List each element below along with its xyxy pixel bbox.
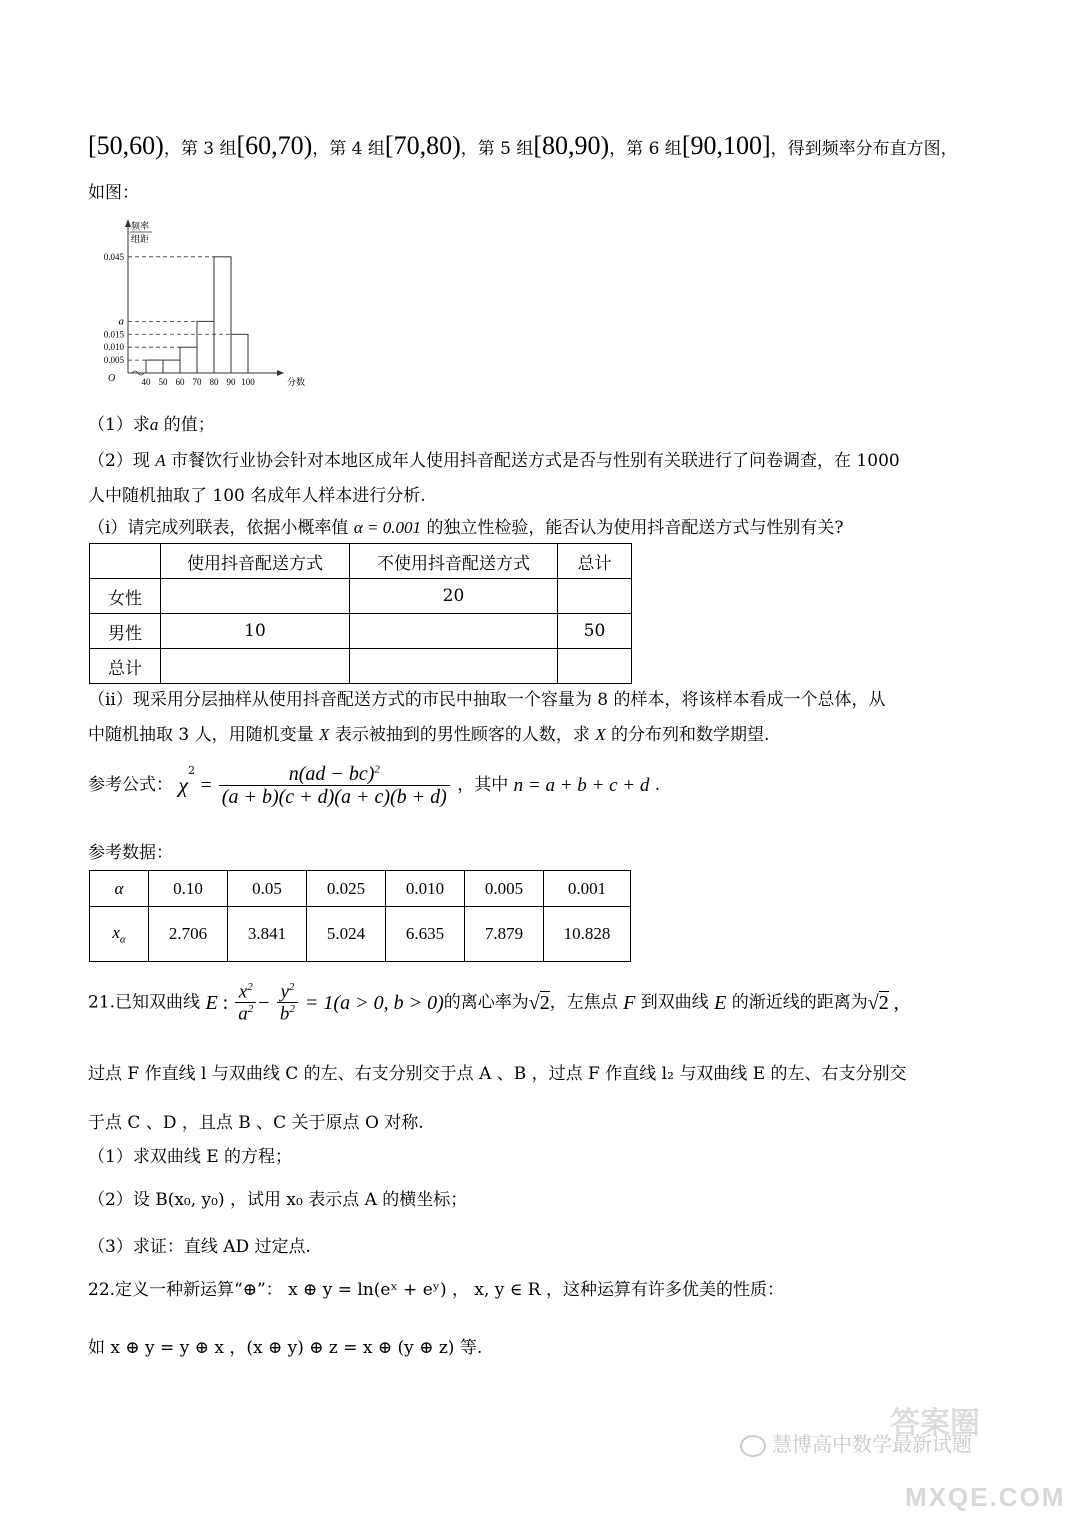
group5-label: ，第 5 组 <box>460 139 534 159</box>
header-cell <box>90 544 161 579</box>
table-cell <box>350 614 558 649</box>
histogram-bar <box>180 347 197 373</box>
formula-denominator: (a + b)(c + d)(a + c)(b + d) <box>221 786 447 808</box>
table-row <box>90 649 632 684</box>
reference-formula: 参考公式： $\chi^2$ = $\frac{n(ad - bc)^2}{(a + b)(c + d)(a + c)(b + d)}$ ，其中 n = a + b + c + d . <box>88 763 661 808</box>
chi-symbol: χ <box>178 772 189 798</box>
table-cell <box>161 649 350 684</box>
table-cell: 50 <box>558 614 632 649</box>
formula-fraction <box>219 764 450 807</box>
x-tick-label: 60 <box>175 377 185 387</box>
table-cell: 7.879 <box>465 907 544 962</box>
table-cell <box>350 649 558 684</box>
intro-tail: ，得到频率分布直方图， <box>770 139 958 159</box>
table-cell: 10.828 <box>544 907 631 962</box>
x-tick-label: 50 <box>158 377 168 387</box>
problem-21-line1: 21.已知双曲线 E : $\frac{x^2}{a^2}$ − $\frac{y^2}{b^2}$ = 1(a > 0, b > 0)的离心率为√2，左焦点 F 到双曲线 E 的渐近线的距离为√2 , <box>88 981 899 1025</box>
alpha-header: α <box>90 871 149 907</box>
header-cell: 总计 <box>558 544 632 579</box>
table-cell: 女性 <box>90 579 161 614</box>
table-cell: 10 <box>161 614 350 649</box>
histogram-bar <box>214 257 231 373</box>
frequency-histogram <box>86 216 326 396</box>
y-tick-label: 0.045 <box>103 251 124 262</box>
problem-21-part3: （3）求证：直线 AD 过定点. <box>88 1237 311 1257</box>
problem-22-line2: 如 x ⊕ y = y ⊕ x ，(x ⊕ y) ⊕ z = x ⊕ (y ⊕ z) 等. <box>88 1338 483 1358</box>
x-axis-label: 分数 <box>287 378 306 388</box>
histogram-bar <box>163 360 180 373</box>
table-cell <box>558 579 632 614</box>
x-tick-label: 90 <box>226 377 236 387</box>
question-2-line1: （2）现 A 市餐饮行业协会针对本地区成年人使用抖音配送方式是否与性别有关联进行了问卷调查，在 1000 <box>88 451 900 471</box>
table-cell <box>161 579 350 614</box>
table-row <box>90 579 632 614</box>
table-cell: 0.010 <box>386 871 465 907</box>
x-tick-label: 80 <box>209 377 219 387</box>
table-cell: 20 <box>350 579 558 614</box>
where-expression: n = a + b + c + d <box>513 775 650 796</box>
wechat-icon <box>740 1435 766 1457</box>
table-cell <box>558 649 632 684</box>
y-label-top: 频率 <box>131 222 150 232</box>
histogram-bar <box>231 334 248 373</box>
table-cell: 3.841 <box>228 907 307 962</box>
header-cell: 使用抖音配送方式 <box>161 544 350 579</box>
y-tick-label: a <box>118 315 124 328</box>
intro-line <box>88 130 958 161</box>
x-axis-arrow <box>277 370 284 376</box>
group6-interval: [90,100] <box>681 131 771 160</box>
table-cell: 0.05 <box>228 871 307 907</box>
x-alpha-header: $x_\alpha$ <box>90 907 149 962</box>
group6-label: ，第 6 组 <box>609 139 682 159</box>
group3-label: ，第 3 组 <box>163 139 237 159</box>
watermark-stamp: 答案圈 <box>890 1406 980 1441</box>
table-cell: 0.10 <box>149 871 228 907</box>
problem-21-part2: （2）设 B(x₀, y₀) ，试用 x₀ 表示点 A 的横坐标； <box>88 1190 468 1210</box>
table-cell: 2.706 <box>149 907 228 962</box>
table-cell: 总计 <box>90 649 161 684</box>
group3-interval: [60,70) <box>236 131 313 160</box>
critical-value-table <box>89 870 631 962</box>
question-2-ii-line2: 中随机抽取 3 人，用随机变量 X 表示被抽到的男性顾客的人数，求 X 的分布列和数学期望. <box>88 725 770 745</box>
sqrt-2: √2 , <box>867 991 899 1014</box>
group2-interval: [50,60) <box>88 131 164 160</box>
question-1: （1）求a 的值； <box>88 415 215 435</box>
x-tick-label: 70 <box>192 377 202 387</box>
table-cell: 6.635 <box>386 907 465 962</box>
contingency-header-row <box>90 544 632 579</box>
y-tick-label: 0.010 <box>103 342 124 353</box>
group4-interval: [70,80) <box>384 131 461 160</box>
table-cell: 0.001 <box>544 871 631 907</box>
as-figure: 如图： <box>88 183 139 203</box>
table-cell: 0.005 <box>465 871 544 907</box>
table-cell: 男性 <box>90 614 161 649</box>
y-tick-label: 0.005 <box>103 355 124 366</box>
histogram-bar <box>146 360 163 373</box>
y-over-b-fraction: $\frac{y^2}{b^2}$ <box>277 982 298 1024</box>
x-tick-label: 100 <box>241 377 255 387</box>
problem-21-line3: 于点 C 、D ，且点 B 、C 关于原点 O 对称. <box>88 1113 424 1133</box>
table-cell: 5.024 <box>307 907 386 962</box>
group4-label: ，第 4 组 <box>312 139 385 159</box>
y-label-bottom: 组距 <box>131 235 150 245</box>
question-2-line2: 人中随机抽取了 100 名成年人样本进行分析. <box>88 486 426 506</box>
watermark-site: MXQE.COM <box>905 1482 1066 1512</box>
problem-22-line1: 22.定义一种新运算“⊕”： x ⊕ y = ln(eˣ + eʸ) ， x, y ∈ R ，这种运算有许多优美的性质： <box>88 1280 784 1300</box>
formula-numerator: n(ad − bc)$^2$ <box>219 764 450 786</box>
question-2-i: （i）请完成列联表，依据小概率值 α = 0.001 的独立性检验，能否认为使用抖音配送方式与性别有关? <box>88 518 844 538</box>
x-tick-label: 40 <box>141 377 151 387</box>
problem-21-part1: （1）求双曲线 E 的方程； <box>88 1147 293 1167</box>
contingency-table <box>89 543 632 684</box>
sqrt-2: √2 <box>528 991 550 1014</box>
problem-21-line2: 过点 F 作直线 l 与双曲线 C 的左、右支分别交于点 A 、B ，过点 F 作直线 l₂ 与双曲线 E 的左、右支分别交 <box>88 1064 907 1084</box>
header-cell: 不使用抖音配送方式 <box>350 544 558 579</box>
origin-label: O <box>108 373 116 384</box>
histogram-bar <box>197 321 214 373</box>
group5-interval: [80,90) <box>533 131 610 160</box>
watermark-brand: 慧博高中数学最新试题 <box>740 1428 972 1457</box>
table-row <box>90 871 631 907</box>
question-2-ii-line1: （ii）现采用分层抽样从使用抖音配送方式的市民中抽取一个容量为 8 的样本，将该样本看成一个总体，从 <box>88 690 886 710</box>
x-over-a-fraction: $\frac{x^2}{a^2}$ <box>235 982 256 1024</box>
table-row <box>90 907 631 962</box>
reference-data-label: 参考数据： <box>88 843 173 863</box>
table-row <box>90 614 632 649</box>
y-tick-label: 0.015 <box>103 329 124 340</box>
table-cell: 0.025 <box>307 871 386 907</box>
